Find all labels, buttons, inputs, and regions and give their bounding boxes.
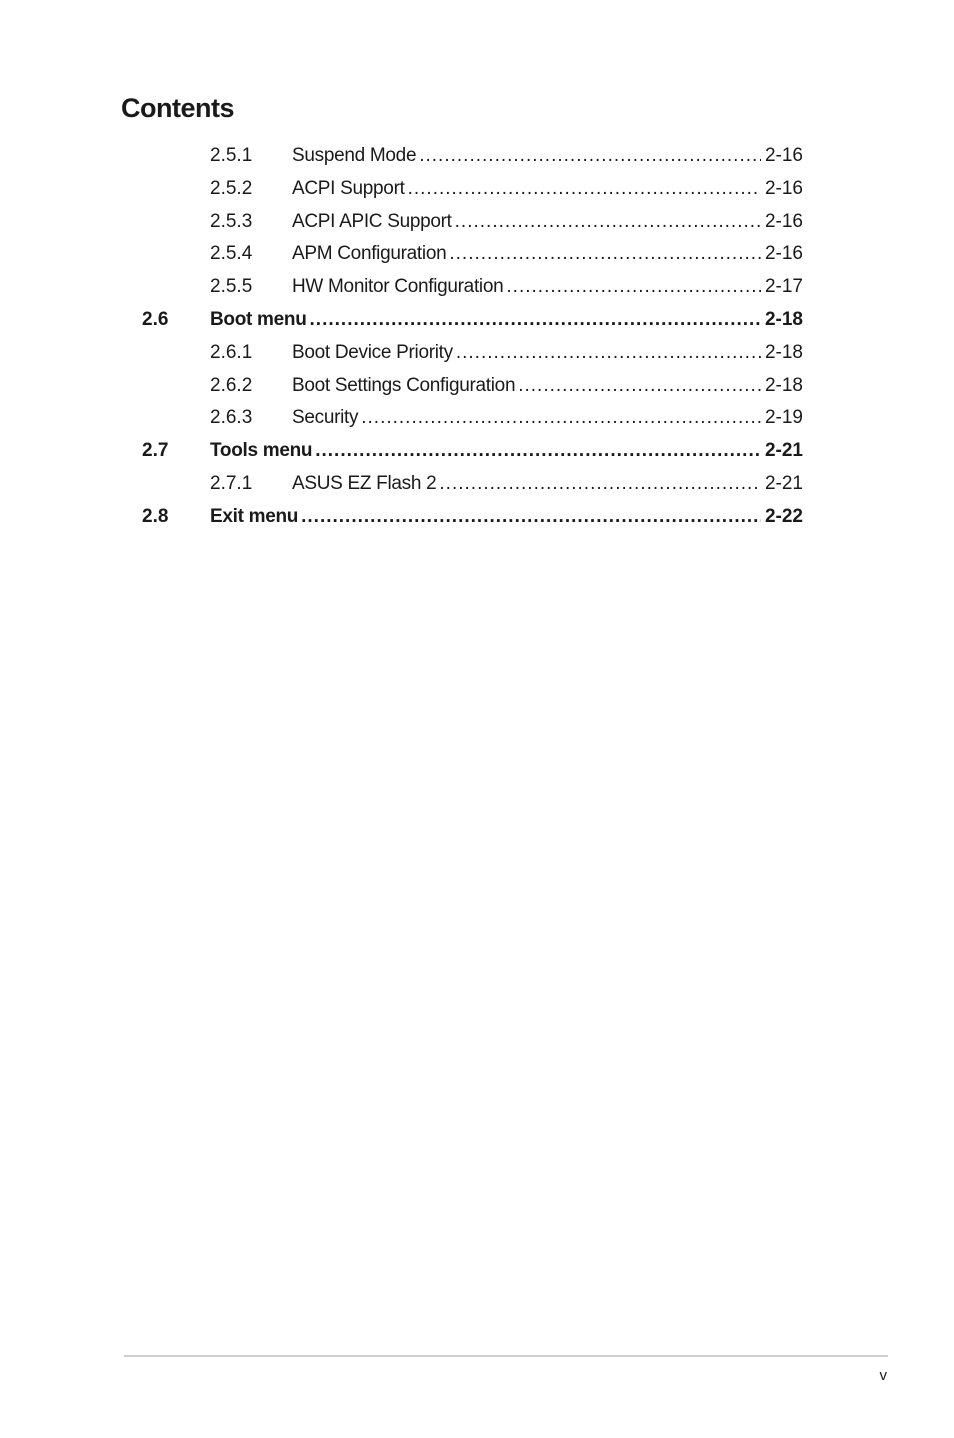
toc-entry-page: 2-18 xyxy=(764,308,803,330)
toc-entry-page: 2-16 xyxy=(764,145,803,166)
toc-leader-dots xyxy=(310,304,761,337)
toc-entry-title: Tools menu xyxy=(210,440,313,462)
toc-entry[interactable] xyxy=(0,468,954,501)
toc-leader-dots xyxy=(419,140,761,173)
toc-entry-title: Exit menu xyxy=(210,505,299,527)
toc-entry-number: 2.5.3 xyxy=(210,210,253,232)
toc-entry-page: 2-17 xyxy=(764,276,803,298)
toc-entry-page: 2-21 xyxy=(764,472,803,494)
toc-entry-number: 2.5.2 xyxy=(210,177,253,199)
toc-leader-dots xyxy=(315,435,761,468)
toc-entry[interactable] xyxy=(0,271,954,304)
toc-section-entry[interactable] xyxy=(0,435,954,468)
toc-section-entry[interactable] xyxy=(0,501,954,534)
toc-entry[interactable] xyxy=(0,337,954,370)
toc-entry[interactable] xyxy=(0,173,954,206)
toc-entry[interactable] xyxy=(0,206,954,239)
toc-leader-dots xyxy=(408,173,761,206)
toc-entry-title: Boot menu xyxy=(210,308,307,330)
table-of-contents xyxy=(0,140,954,534)
footer-page-number: v xyxy=(879,1367,887,1384)
toc-entry-title: Boot Device Priority xyxy=(292,341,453,363)
toc-entry-page: 2-21 xyxy=(764,440,803,462)
toc-entry-page: 2-22 xyxy=(764,505,803,527)
page-title: Contents xyxy=(121,93,234,123)
toc-entry-number: 2.6.3 xyxy=(210,407,253,429)
toc-entry-title: APM Configuration xyxy=(292,243,447,265)
toc-entry-number: 2.5.4 xyxy=(210,243,253,265)
toc-entry-page: 2-19 xyxy=(764,407,803,429)
toc-leader-dots xyxy=(439,468,761,501)
toc-entry-title: ASUS EZ Flash 2 xyxy=(292,472,437,494)
toc-entry[interactable] xyxy=(0,370,954,403)
toc-section-entry[interactable] xyxy=(0,304,954,337)
toc-entry-page: 2-16 xyxy=(764,210,803,232)
toc-entry-number: 2.5.1 xyxy=(210,145,253,166)
toc-leader-dots xyxy=(518,370,761,403)
toc-entry-page: 2-16 xyxy=(764,177,803,199)
toc-leader-dots xyxy=(361,402,761,435)
toc-leader-dots xyxy=(449,238,761,271)
footer-divider xyxy=(124,1355,888,1357)
toc-entry-title: ACPI Support xyxy=(292,177,405,199)
toc-leader-dots xyxy=(506,271,761,304)
toc-entry-number: 2.7.1 xyxy=(210,472,253,494)
toc-entry-number: 2.6.2 xyxy=(210,374,253,396)
toc-leader-dots xyxy=(301,501,761,534)
toc-leader-dots xyxy=(456,337,761,370)
toc-entry-title: HW Monitor Configuration xyxy=(292,276,504,298)
toc-entry-number: 2.6 xyxy=(142,308,169,330)
toc-entry[interactable] xyxy=(0,140,954,173)
toc-entry-page: 2-18 xyxy=(764,374,803,396)
toc-entry-page: 2-18 xyxy=(764,341,803,363)
toc-entry-title: Security xyxy=(292,407,359,429)
toc-entry-title: Boot Settings Configuration xyxy=(292,374,516,396)
toc-leader-dots xyxy=(455,206,761,239)
toc-entry[interactable] xyxy=(0,238,954,271)
toc-entry-number: 2.7 xyxy=(142,440,169,462)
toc-entry-title: ACPI APIC Support xyxy=(292,210,452,232)
toc-entry-page: 2-16 xyxy=(764,243,803,265)
toc-entry-number: 2.5.5 xyxy=(210,276,253,298)
toc-entry-number: 2.6.1 xyxy=(210,341,253,363)
toc-entry-title: Suspend Mode xyxy=(292,145,417,166)
toc-entry[interactable] xyxy=(0,402,954,435)
toc-entry-number: 2.8 xyxy=(142,505,169,527)
